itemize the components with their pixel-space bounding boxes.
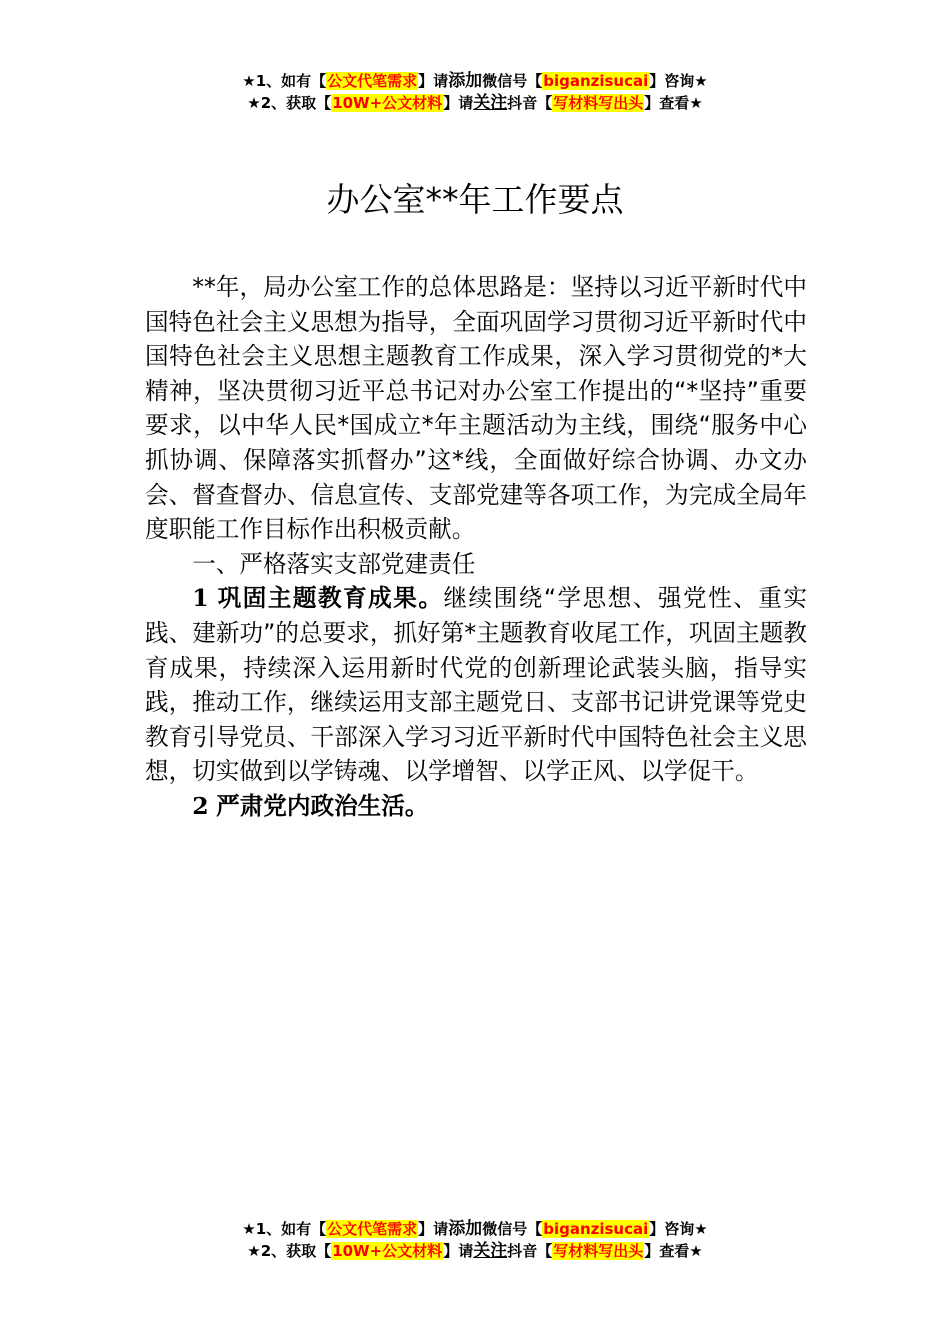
promo-banner-bottom (0, 1218, 950, 1262)
document-body (145, 270, 807, 824)
promo-line-2: ★2、获取【10W+公文材料】请关注抖音【写材料写出头】查看★ (247, 1241, 703, 1261)
promo-line-2: ★2、获取【10W+公文材料】请关注抖音【写材料写出头】查看★ (247, 93, 703, 113)
item-1-paragraph (145, 581, 807, 789)
ghostwriting-highlight: 公文代笔需求 (327, 1220, 418, 1238)
item-1-heading: 巩固主题教育成果。 (217, 584, 444, 613)
document-title: 办公室**年工作要点 (326, 180, 624, 219)
materials-highlight: 10W+公文材料 (332, 94, 443, 112)
ghostwriting-highlight: 公文代笔需求 (327, 72, 418, 90)
wechat-id-highlight: biganzisucai (543, 72, 649, 90)
materials-highlight: 10W+公文材料 (332, 1242, 443, 1260)
item-2-number: 2 (192, 791, 209, 820)
item-2-paragraph (145, 789, 807, 824)
section-heading-1: 一、严格落实支部党建责任 (192, 549, 476, 578)
item-1-number: 1 (192, 584, 209, 613)
item-1-body: 继续围绕“学思想、强党性、重实践、建新功”的总要求，抓好第*主题教育收尾工作，巩固主题教育成果，持续深入运用新时代党的创新理论武装头脑，指导实践，推动工作，继续运用支部主题党日、支部书记讲党课等党史教育引导党员、干部深入学习习近平新时代中国特色社会主义思想，切实做到以学铸魂、以学增智、以学正风、以学促干。 (145, 584, 807, 786)
promo-line-1: ★1、如有【公文代笔需求】请添加微信号【biganzisucai】咨询★ (242, 1219, 708, 1239)
douyin-account-highlight: 写材料写出头 (553, 94, 644, 112)
wechat-id-highlight: biganzisucai (543, 1220, 649, 1238)
item-2-heading: 严肃党内政治生活。 (216, 791, 429, 820)
intro-paragraph: **年，局办公室工作的总体思路是：坚持以习近平新时代中国特色社会主义思想为指导，全面巩固学习贯彻习近平新时代中国特色社会主义思想主题教育工作成果，深入学习贯彻党的*大精神，坚决贯彻习近平总书记对办公室工作提出的“*坚持”重要要求，以中华人民*国成立*年主题活动为主线，围绕“服务中心抓协调、保障落实抓督办”这*线，全面做好综合协调、办文办会、督查督办、信息宣传、支部党建等各项工作，为完成全局年度职能工作目标作出积极贡献。 (145, 273, 807, 544)
promo-banner-top (0, 70, 950, 114)
douyin-account-highlight: 写材料写出头 (553, 1242, 644, 1260)
promo-line-1: ★1、如有【公文代笔需求】请添加微信号【biganzisucai】咨询★ (242, 71, 708, 91)
